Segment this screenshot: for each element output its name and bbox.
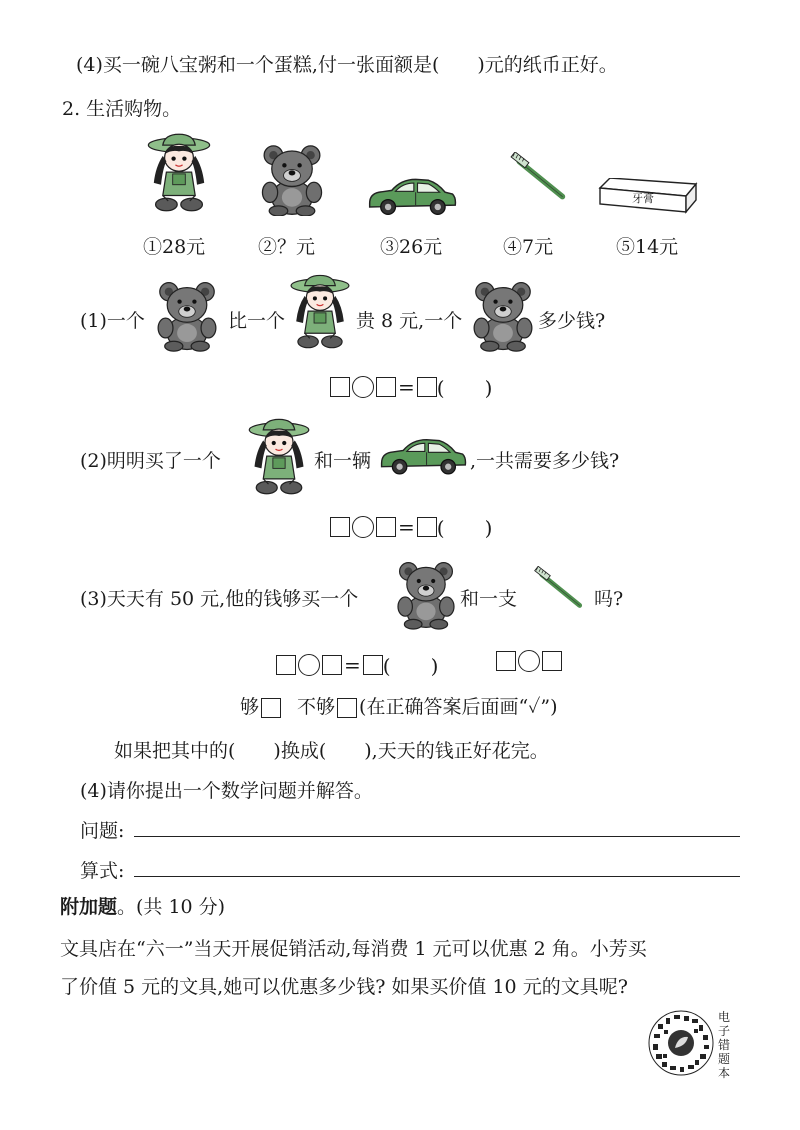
- teddy-bear-icon: [154, 276, 220, 352]
- q3-text-b: 和一支: [460, 588, 518, 610]
- unit-blank[interactable]: ( ): [382, 654, 439, 678]
- q1-text-a: (1)一个: [80, 310, 145, 332]
- answer-box[interactable]: [276, 655, 296, 675]
- equals-sign: =: [398, 374, 415, 399]
- answer-box[interactable]: [417, 517, 437, 537]
- question-label: 问题:: [80, 820, 125, 842]
- q2-text-c: ,一共需要多少钱?: [470, 450, 620, 472]
- question-4-bottom: (4)请你提出一个数学问题并解答。: [80, 780, 373, 802]
- qr-code-icon: [648, 1010, 714, 1076]
- q1-text-c: 贵 8 元,一个: [356, 310, 463, 332]
- answer-box[interactable]: [363, 655, 383, 675]
- item-label-3: ③26元: [380, 236, 443, 258]
- answer-box[interactable]: [322, 655, 342, 675]
- enough-label: 够: [240, 696, 260, 718]
- girl-doll-icon: [143, 130, 215, 216]
- enough-checkbox[interactable]: [261, 698, 281, 718]
- answer-box[interactable]: [376, 377, 396, 397]
- item-label-1: ①28元: [143, 236, 206, 258]
- bonus-header: [60, 892, 225, 919]
- swap-sentence: 如果把其中的( )换成( ),天天的钱正好花完。: [114, 740, 549, 762]
- q1-text-b: 比一个: [228, 310, 286, 332]
- q3-text-c: 吗?: [594, 588, 624, 610]
- operator-circle[interactable]: [352, 376, 374, 398]
- answer-box[interactable]: [376, 517, 396, 537]
- teddy-bear-icon: [470, 276, 536, 352]
- qr-caption: 电子错题本: [718, 1010, 731, 1080]
- toy-car-icon: [378, 432, 468, 478]
- toothbrush-icon: [508, 152, 572, 206]
- q3-enough-row: [240, 692, 558, 719]
- answer-box[interactable]: [330, 377, 350, 397]
- q3-text-a: (3)天天有 50 元,他的钱够买一个: [80, 588, 359, 610]
- equals-sign: =: [344, 652, 361, 677]
- section-2-title: 2. 生活购物。: [62, 98, 182, 120]
- answer-box[interactable]: [496, 651, 516, 671]
- toy-car-icon: [364, 172, 460, 218]
- q3-equation: [276, 650, 438, 679]
- girl-doll-icon: [244, 414, 314, 500]
- girl-doll-icon: [286, 270, 354, 354]
- q1-equation: [330, 372, 492, 401]
- question-answer-line[interactable]: [134, 836, 740, 837]
- q1-text-d: 多少钱?: [538, 310, 606, 332]
- bonus-line-2: 了价值 5 元的文具,她可以优惠多少钱? 如果买价值 10 元的文具呢?: [60, 976, 628, 998]
- q2-text-b: 和一辆: [314, 450, 372, 472]
- formula-label: 算式:: [80, 860, 125, 882]
- toothpaste-box-label: 牙膏: [632, 192, 654, 205]
- toothbrush-icon: [532, 566, 588, 614]
- operator-circle[interactable]: [352, 516, 374, 538]
- operator-circle[interactable]: [298, 654, 320, 676]
- unit-blank[interactable]: ( ): [436, 376, 493, 400]
- q2-equation: [330, 512, 492, 541]
- compare-circle[interactable]: [518, 650, 540, 672]
- equals-sign: =: [398, 514, 415, 539]
- answer-box[interactable]: [417, 377, 437, 397]
- q3-compare: [496, 650, 562, 672]
- answer-box[interactable]: [542, 651, 562, 671]
- bonus-title: 附加题: [60, 896, 118, 918]
- unit-blank[interactable]: ( ): [436, 516, 493, 540]
- toothpaste-icon: [598, 178, 692, 208]
- not-enough-label: 不够: [297, 696, 336, 718]
- bonus-score: 。(共 10 分): [117, 896, 226, 918]
- teddy-bear-icon: [394, 556, 458, 630]
- not-enough-checkbox[interactable]: [337, 698, 357, 718]
- question-4-top: (4)买一碗八宝粥和一个蛋糕,付一张面额是( )元的纸币正好。: [76, 54, 618, 76]
- answer-box[interactable]: [330, 517, 350, 537]
- check-instruction: (在正确答案后面画“✓”): [359, 696, 558, 718]
- q2-text-a: (2)明明买了一个: [80, 450, 221, 472]
- teddy-bear-icon: [258, 140, 326, 216]
- item-label-2: ②？元: [258, 236, 316, 258]
- item-label-5: ⑤14元: [616, 236, 679, 258]
- item-label-4: ④7元: [503, 236, 554, 258]
- formula-answer-line[interactable]: [134, 876, 740, 877]
- bonus-line-1: 文具店在“六一”当天开展促销活动,每消费 1 元可以优惠 2 角。小芳买: [60, 938, 647, 960]
